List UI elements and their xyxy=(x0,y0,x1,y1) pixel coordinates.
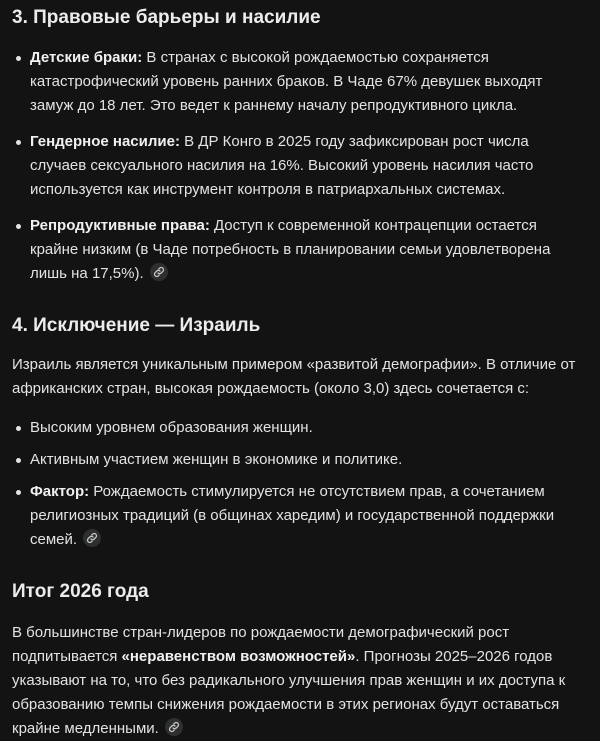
source-link-button[interactable] xyxy=(83,529,101,547)
israel-intro-paragraph: Израиль является уникальным примером «развитой демографии». В отличие от африканских стран, высокая рождаемость (около 3,0) здесь сочетается с: xyxy=(12,356,576,397)
item-text: В ДР Конго в 2025 году зафиксирован рост числа случаев сексуального насилия на 16%. Высокий уровень насилия часто используется как инструмент контроля в патриархальных системах. xyxy=(30,133,534,198)
list-item xyxy=(12,416,588,440)
item-text: В странах с высокой рождаемостью сохраняется катастрофический уровень ранних браков. В Чаде 67% девушек выходят замуж до 18 лет. Это ведет к раннему началу репродуктивного цикла. xyxy=(30,49,543,114)
item-label: Детские браки: xyxy=(30,49,143,66)
item-text: Доступ к современной контрацепции остается крайне низким (в Чаде потребность в планировании семьи удовлетворена лишь на 17,5%). xyxy=(30,217,551,282)
item-text: Активным участием женщин в экономике и политике. xyxy=(30,451,403,468)
section-heading-legal-barriers: 3. Правовые барьеры и насилие xyxy=(12,7,321,28)
summary-bold-phrase: «неравенством возможностей» xyxy=(121,648,356,665)
list-item xyxy=(12,130,588,202)
summary-text-start: В большинстве стран-лидеров по рождаемости демографический рост подпитывается xyxy=(12,624,510,665)
list-item xyxy=(12,448,588,472)
section-heading-israel: 4. Исключение — Израиль xyxy=(12,315,261,336)
list-item xyxy=(12,480,588,552)
link-icon xyxy=(153,266,165,278)
link-icon xyxy=(86,532,98,544)
item-label: Репродуктивные права: xyxy=(30,217,210,234)
list-item xyxy=(12,214,588,286)
israel-factors-list xyxy=(12,416,588,552)
summary-text-end: . Прогнозы 2025–2026 годов указывают на то, что без радикального улучшения прав женщин и их доступа к образованию темпы снижения рождаемости в этих регионах будут оставаться крайне медленными. xyxy=(12,648,566,737)
item-label: Гендерное насилие: xyxy=(30,133,180,150)
item-text: Высоким уровнем образования женщин. xyxy=(30,419,313,436)
source-link-button[interactable] xyxy=(150,263,168,281)
legal-barriers-list xyxy=(12,46,588,286)
section-heading-summary-2026: Итог 2026 года xyxy=(12,581,149,602)
list-item xyxy=(12,46,588,118)
item-label: Фактор: xyxy=(30,483,90,500)
link-icon xyxy=(168,721,180,733)
item-text: Рождаемость стимулируется не отсутствием прав, а сочетанием религиозных традиций (в общинах харедим) и государственной поддержки семей. xyxy=(30,483,555,548)
summary-paragraph xyxy=(12,621,588,741)
source-link-button[interactable] xyxy=(165,718,183,736)
